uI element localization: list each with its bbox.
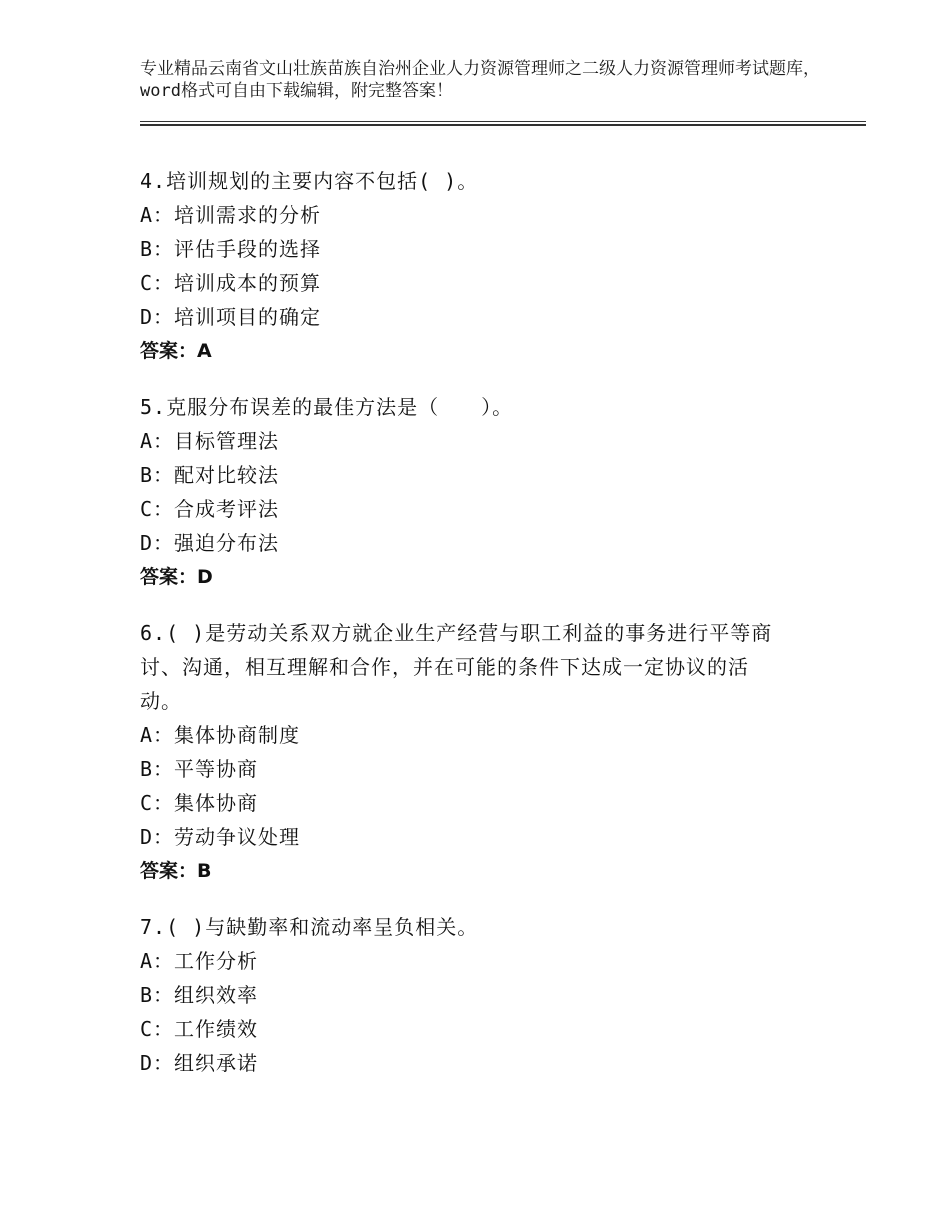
option-d: D：组织承诺 <box>140 1051 259 1075</box>
option-c: C：培训成本的预算 <box>140 271 322 295</box>
option-c: C：工作绩效 <box>140 1017 259 1041</box>
question-stem: 6.( )是劳动关系双方就企业生产经营与职工利益的事务进行平等商讨、沟通，相互理解和合作，并在可能的条件下达成一定协议的活动。 <box>140 621 773 713</box>
option-b: B：组织效率 <box>140 983 259 1007</box>
option-b: B：评估手段的选择 <box>140 237 322 261</box>
question-stem: 5.克服分布误差的最佳方法是（ ）。 <box>140 395 514 419</box>
answer: 答案：B <box>140 860 212 882</box>
option-d: D：强迫分布法 <box>140 531 280 555</box>
option-c: C：合成考评法 <box>140 497 280 521</box>
header-divider-thick <box>140 124 866 126</box>
document-header: 专业精品云南省文山壮族苗族自治州企业人力资源管理师之二级人力资源管理师考试题库，word格式可自由下载编辑，附完整答案！ <box>140 59 820 101</box>
option-d: D：培训项目的确定 <box>140 305 322 329</box>
option-d: D：劳动争议处理 <box>140 825 301 849</box>
question-stem: 7.( )与缺勤率和流动率呈负相关。 <box>140 915 479 939</box>
question-7 <box>140 910 840 1080</box>
option-b: B：配对比较法 <box>140 463 280 487</box>
option-c: C：集体协商 <box>140 791 259 815</box>
answer: 答案：A <box>140 340 212 362</box>
option-a: A：培训需求的分析 <box>140 203 322 227</box>
answer: 答案：D <box>140 566 213 588</box>
option-a: A：目标管理法 <box>140 429 280 453</box>
header-divider-thin <box>140 121 866 122</box>
question-6 <box>140 616 840 888</box>
question-5 <box>140 390 840 594</box>
question-list <box>140 164 840 1102</box>
question-4 <box>140 164 840 368</box>
option-a: A：集体协商制度 <box>140 723 301 747</box>
option-a: A：工作分析 <box>140 949 259 973</box>
question-stem: 4.培训规划的主要内容不包括( )。 <box>140 169 479 193</box>
option-b: B：平等协商 <box>140 757 259 781</box>
